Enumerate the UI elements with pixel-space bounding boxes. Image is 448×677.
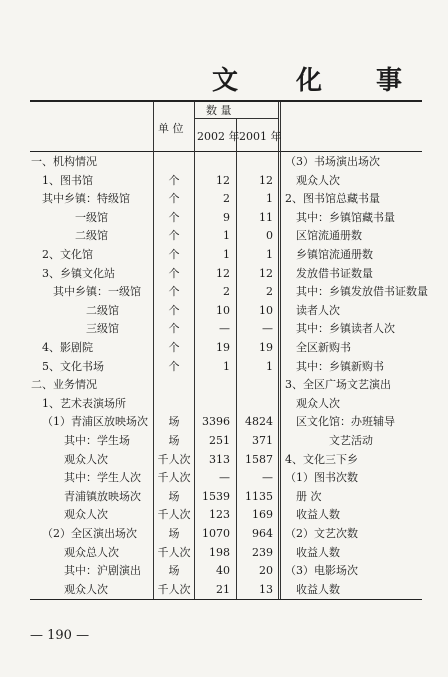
row-unit: 场 [168, 415, 180, 429]
right-row-label: 3、全区广场文艺演出 [285, 378, 391, 392]
row-unit: 个 [168, 210, 180, 224]
header-quantity: 数 量 [206, 104, 232, 117]
row-unit: 千人次 [157, 582, 191, 596]
row-label: 三级馆 [86, 322, 119, 336]
page-title-char-2: 化 [296, 66, 323, 96]
row-unit: 场 [168, 527, 180, 540]
row-value-2002: 3396 [202, 415, 230, 429]
row-value-2001: 12 [259, 266, 273, 280]
row-value-2001: 10 [259, 303, 273, 317]
col-divider-2002 [236, 118, 237, 599]
right-row-label: 其中：乡镇馆藏书量 [296, 210, 395, 224]
right-row-label: 其中：乡镇读者人次 [296, 322, 395, 336]
row-value-2001: 4824 [245, 415, 273, 429]
row-value-2002: 1070 [202, 527, 230, 540]
right-row-label: 2、图书馆总藏书量 [285, 192, 380, 206]
right-row-label: （1）图书次数 [285, 471, 358, 485]
row-unit: 千人次 [157, 508, 191, 522]
row-label: 其中：学生人次 [64, 471, 141, 485]
right-row-label: 发放借书证数量 [296, 266, 373, 280]
row-value-2002: — [219, 322, 230, 336]
row-label: 其中乡镇：特级馆 [42, 192, 130, 206]
row-value-2001: 1587 [245, 452, 273, 466]
right-row-label: 收益人数 [296, 508, 340, 522]
row-label: 1、艺术表演场所 [42, 396, 126, 410]
row-value-2001: — [262, 471, 273, 485]
row-label: 其中：学生场 [64, 434, 130, 447]
row-unit: 个 [168, 192, 180, 206]
row-label: 观众人次 [64, 452, 108, 466]
row-unit: 个 [168, 285, 180, 299]
row-unit: 个 [168, 229, 180, 243]
row-value-2001: 2 [266, 285, 273, 299]
row-label: 观众人次 [64, 582, 108, 596]
page-title-char-3: 事 [376, 66, 403, 96]
row-value-2001: 1 [266, 192, 273, 206]
table-bottom-rule [30, 599, 422, 600]
right-row-label: 4、文化三下乡 [285, 452, 358, 466]
row-value-2002: 1 [223, 359, 230, 373]
row-value-2002: 123 [209, 508, 230, 522]
right-row-label: （3）书场演出场次 [285, 155, 380, 168]
row-label: （1）青浦区放映场次 [42, 415, 148, 429]
row-value-2002: — [219, 471, 230, 485]
row-unit: 个 [168, 341, 180, 354]
col-divider-2001 [278, 102, 279, 599]
row-value-2001: 0 [266, 229, 273, 243]
row-label: 1、图书馆 [42, 173, 93, 187]
row-value-2002: 313 [209, 452, 230, 466]
row-unit: 个 [168, 173, 180, 187]
top-rule [30, 100, 422, 102]
row-value-2001: 1 [266, 248, 273, 261]
right-row-label: 全区新购书 [296, 341, 351, 354]
row-value-2002: 1539 [202, 489, 230, 503]
col-divider-right [280, 102, 281, 599]
row-label: 观众人次 [64, 508, 108, 522]
header-year-2001: 2001 年 [239, 130, 282, 143]
row-value-2002: 10 [216, 303, 230, 317]
right-row-label: 区馆流通册数 [296, 229, 362, 243]
right-row-label: 读者人次 [296, 303, 340, 317]
row-label: 一、机构情况 [31, 155, 97, 168]
row-value-2001: 371 [252, 434, 273, 447]
header-unit: 单 位 [158, 122, 184, 135]
row-value-2002: 12 [216, 266, 230, 280]
row-unit: 场 [168, 434, 180, 447]
right-row-label: 其中：乡镇新购书 [296, 359, 384, 373]
row-value-2002: 2 [223, 192, 230, 206]
row-value-2001: 11 [259, 210, 273, 224]
row-value-2002: 2 [223, 285, 230, 299]
row-unit: 个 [168, 303, 180, 317]
row-unit: 个 [168, 322, 180, 336]
row-label: 3、乡镇文化站 [42, 266, 115, 280]
row-label: （2）全区演出场次 [42, 527, 137, 540]
row-unit: 场 [168, 564, 180, 578]
row-unit: 千人次 [157, 452, 191, 466]
row-label: 5、文化书场 [42, 359, 104, 373]
row-value-2001: 13 [259, 582, 273, 596]
row-value-2001: 1 [266, 359, 273, 373]
row-label: 二级馆 [86, 303, 119, 317]
right-row-label: （3）电影场次 [285, 564, 358, 578]
row-value-2002: 19 [216, 341, 230, 354]
quantity-header-rule [194, 118, 278, 119]
right-row-label: （2）文艺次数 [285, 527, 358, 540]
row-label: 一级馆 [75, 210, 108, 224]
header-bottom-rule [30, 151, 422, 152]
page-number: — 190 — [30, 628, 90, 643]
page-title-char-1: 文 [212, 66, 239, 96]
right-row-label: 观众人次 [296, 396, 340, 410]
row-value-2002: 9 [223, 210, 230, 224]
row-value-2001: 12 [259, 173, 273, 187]
row-unit: 千人次 [157, 545, 191, 559]
right-row-label: 收益人数 [296, 545, 340, 559]
right-row-label: 册 次 [296, 489, 322, 503]
row-value-2002: 1 [223, 248, 230, 261]
row-value-2001: 964 [252, 527, 273, 540]
right-row-label: 收益人数 [296, 582, 340, 596]
row-value-2001: 169 [252, 508, 273, 522]
row-value-2002: 251 [209, 434, 230, 447]
row-unit: 个 [168, 359, 180, 373]
row-unit: 个 [168, 266, 180, 280]
row-value-2001: 1135 [245, 489, 273, 503]
row-label: 其中：沪剧演出 [64, 564, 141, 578]
header-year-2002: 2002 年 [197, 130, 240, 143]
row-label: 4、影剧院 [42, 341, 93, 354]
row-value-2001: — [262, 322, 273, 336]
row-value-2001: 239 [252, 545, 273, 559]
row-unit: 个 [168, 248, 180, 261]
col-divider-unit [194, 102, 195, 599]
row-label: 2、文化馆 [42, 248, 93, 261]
row-value-2001: 20 [259, 564, 273, 578]
row-value-2001: 19 [259, 341, 273, 354]
row-label: 其中乡镇：一级馆 [53, 285, 141, 299]
right-row-label: 文艺活动 [329, 434, 373, 447]
right-row-label: 其中：乡镇发放借书证数量 [296, 285, 428, 299]
row-unit: 场 [168, 489, 180, 503]
row-label: 青浦镇放映场次 [64, 489, 141, 503]
row-value-2002: 12 [216, 173, 230, 187]
row-value-2002: 21 [216, 582, 230, 596]
row-label: 二、业务情况 [31, 378, 97, 392]
row-unit: 千人次 [157, 471, 191, 485]
right-row-label: 乡镇馆流通册数 [296, 248, 373, 261]
row-value-2002: 198 [209, 545, 230, 559]
right-row-label: 区文化馆：办班辅导 [296, 415, 395, 429]
row-label: 观众总人次 [64, 545, 119, 559]
row-value-2002: 1 [223, 229, 230, 243]
row-value-2002: 40 [216, 564, 230, 578]
row-label: 二级馆 [75, 229, 108, 243]
right-row-label: 观众人次 [296, 173, 340, 187]
